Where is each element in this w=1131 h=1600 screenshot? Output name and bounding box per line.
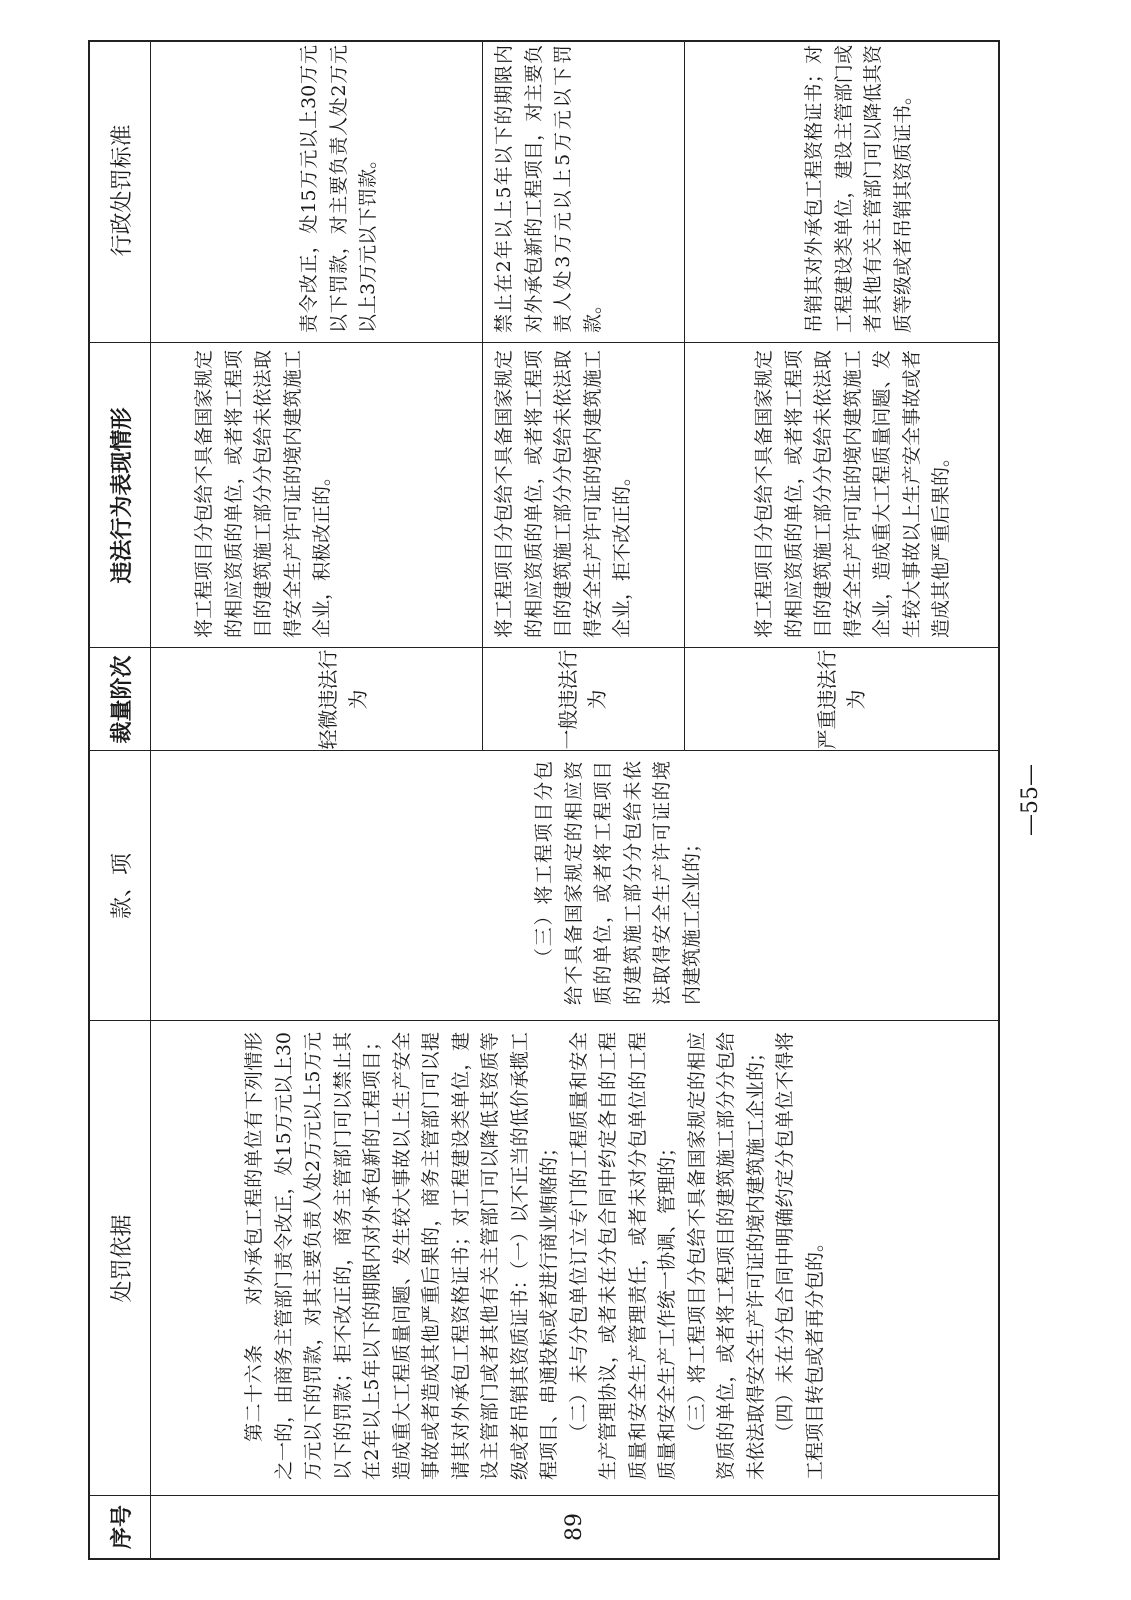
tier-serious: 严重违法行为 [814, 649, 868, 750]
basis-paragraph: （四）未在分包合同中明确约定分包单位不得将工程项目转包或者再分包的。 [774, 1032, 826, 1480]
header-clause: 款、项 [109, 853, 135, 920]
penalty-table [88, 40, 1000, 1560]
behavior-general: 将工程项目分包给不具备国家规定的相应资质的单位，或者将工程项目的建筑施工部分分包给未依法取得安全生产许可证的境内建筑施工企业，拒不改正的。 [493, 350, 633, 638]
basis-paragraph: （二）未与分包单位订立专门的工程质量和安全生产管理协议，或者未在分包合同中约定各自的工程质量和安全生产管理责任，或者未对分包单位的工程质量和安全生产工作统一协调、管理的； [567, 1032, 678, 1480]
standard-general: 禁止在2年以上5年以下的期限内对外承包新的工程项目，对主要负责人处3万元以上5万元以下罚款。 [493, 45, 604, 333]
clause-cell: （三）将工程项目分包给不具备国家规定的相应资质的单位，或者将工程项目的建筑施工部分分包给未依法取得安全生产许可证的境内建筑施工企业的； [533, 761, 703, 1005]
standard-minor: 责令改正，处15万元以上30万元以下罚款，对主要负责人处2万元以上3万元以下罚款。 [298, 45, 379, 333]
header-seq: 序号 [109, 1505, 135, 1550]
header-behavior: 违法行为表现情形 [109, 407, 135, 584]
header-basis: 处罚依据 [109, 1214, 135, 1303]
page-number: —55— [1018, 764, 1043, 836]
header-standard: 行政处罚标准 [109, 124, 135, 257]
basis-paragraph: 第二十六条 对外承包工程的单位有下列情形之一的，由商务主管部门责令改正，处15万元以上30万元以下的罚款，对其主要负责人处2万元以上5万元以下的罚款；拒不改正的，商务主管部门可以禁止其在2年以上5年以下的期限内对外承包新的工程项目；造成重大工程质量问题、发生较大事故以上生产安全事故或者造成其他严重后果的，商务主管部门可以提请其对外承包工程资格证书；对工程建设类单位，建设主管部门或者其他有关主管部门可以降低其资质等级或者吊销其资质证书：（一）以不正当的低价承揽工程项目、串通投标或者进行商业贿赂的； [243, 1032, 560, 1480]
behavior-serious: 将工程项目分包给不具备国家规定的相应资质的单位，或者将工程项目的建筑施工部分分包给未依法取得安全生产许可证的境内建筑施工企业，造成重大工程质量问题、发生较大事故以上生产安全事故或者造成其他严重后果的。 [753, 350, 952, 638]
seq-number: 89 [562, 1513, 588, 1541]
header-tier: 裁量阶次 [109, 655, 135, 744]
tier-minor: 轻微违法行为 [316, 649, 370, 750]
basis-cell [240, 1032, 990, 1480]
behavior-minor: 将工程项目分包给不具备国家规定的相应资质的单位，或者将工程项目的建筑施工部分分包给未依法取得安全生产许可证的境内建筑施工企业，积极改正的。 [193, 350, 333, 638]
tier-general: 一般违法行为 [555, 649, 609, 750]
basis-paragraph: （三）将工程项目分包给不具备国家规定的相应资质的单位，或者将工程项目的建筑施工部分分包给未依法取得安全生产许可证的境内建筑施工企业的； [685, 1032, 767, 1480]
standard-serious: 吊销其对外承包工程资格证书；对工程建设类单位，建设主管部门或者其他有关主管部门可以降低其资质等级或者吊销其资质证书。 [803, 45, 914, 333]
